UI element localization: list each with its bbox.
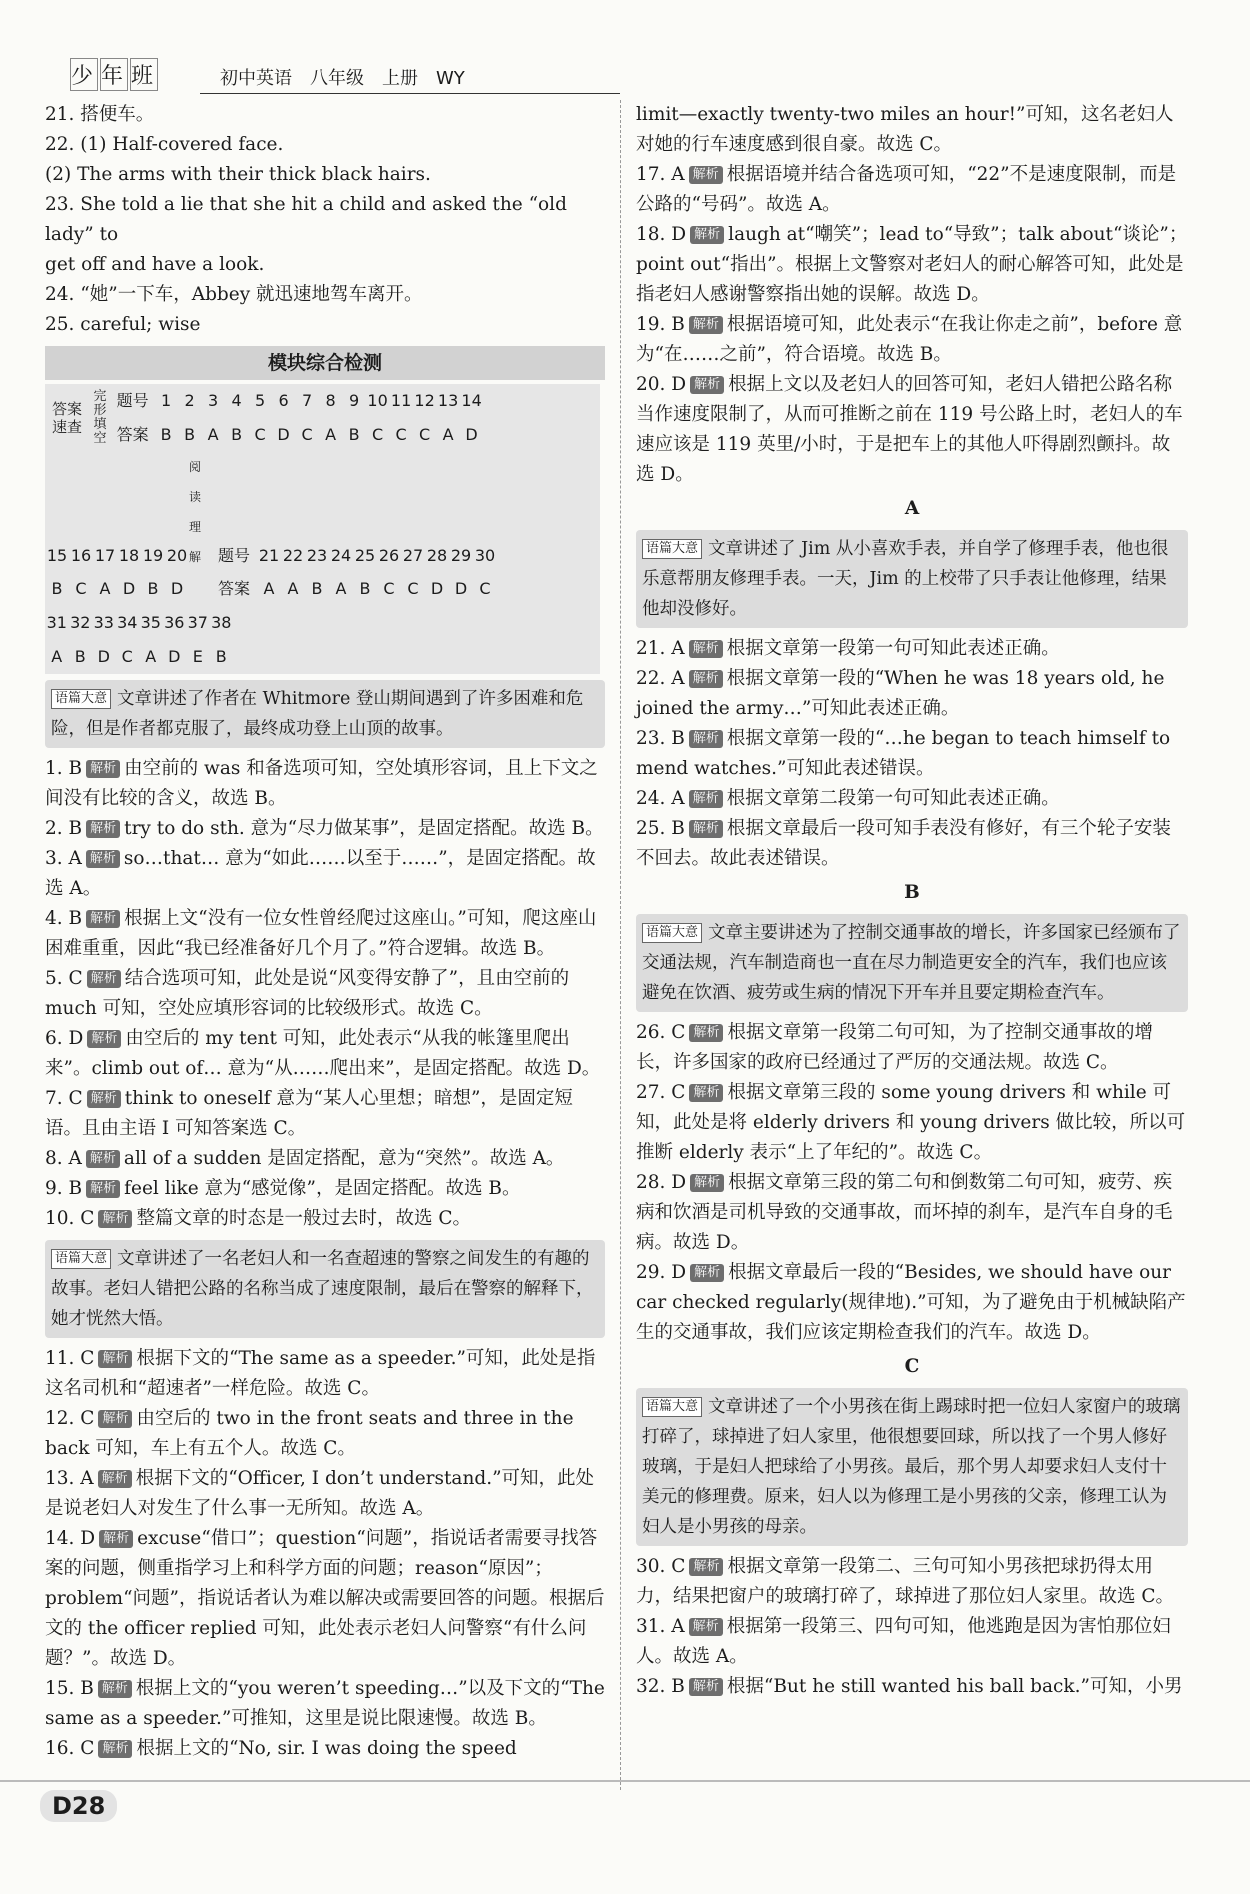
section-c-heading: C (904, 1356, 920, 1377)
brand-logo (70, 58, 160, 91)
table-cell: C (407, 579, 419, 598)
table-cell: 1 (161, 391, 172, 410)
summary-text: 文章讲述了一个小男孩在街上踢球时把一位妇人家窗户的玻璃打碎了，球掉进了妇人家里，他很想要回球，所以找了一个男人修好玻璃，于是妇人把球给了小男孩。最后，那个男人却要求妇人支付十美元的修理费。原来，妇人以为修理工是小男孩的父亲，修理工认为妇人是小男孩的母亲。 (642, 1397, 1181, 1537)
analysis-tag: 解析 (86, 910, 120, 928)
explanation-item (636, 664, 1188, 724)
table-label: 题号 (217, 546, 250, 565)
item-number: 29. D (636, 1262, 687, 1283)
analysis-tag: 解析 (689, 730, 723, 748)
explanation-item (636, 634, 1188, 664)
answers-21-25 (45, 100, 605, 340)
item-text: 由空前的 was 和备选项可知，空处填形容词，且上下文之间没有比较的含义，故选 B。 (45, 758, 598, 809)
table-cell: D (454, 579, 468, 598)
table-cell: B (231, 425, 243, 444)
item-text: 根据文章第一段的“When he was 18 years old, he joined the army…”可知此表述正确。 (636, 668, 1165, 719)
table-cell: E (192, 647, 203, 666)
explanation-item (45, 1524, 605, 1674)
item-text: 根据文章第三段的 some young drivers 和 while 可知，此处是将 elderly drivers 和 young drivers 做比较，所以可推断 elderly 表示“上了年纪的”。故选 C。 (636, 1082, 1186, 1163)
analysis-tag: 解析 (689, 1084, 723, 1102)
answer-table (45, 384, 600, 674)
answer-line: 23. She told a lie that she hit a child and asked the “old lady” to (45, 194, 567, 245)
table-cell: C (301, 425, 313, 444)
analysis-tag: 解析 (689, 1024, 723, 1042)
explanation-item (636, 310, 1188, 370)
item-text: 根据文章最后一段的“Besides, we should have our car checked regularly(规律地).”可知，为了避免由于机械缺陷产生的交通事故，我们应该定期检查我们的汽车。故选 D。 (636, 1262, 1186, 1343)
page-header (30, 56, 1220, 96)
analysis-tag: 解析 (86, 760, 120, 778)
explanation-item (45, 964, 605, 1024)
explanation-item (45, 1344, 605, 1404)
table-label: 题号 (116, 391, 149, 410)
item-number: 3. A (45, 848, 82, 869)
explanation-item (45, 1144, 605, 1174)
table-cell: 7 (302, 391, 313, 410)
explanation-item (45, 844, 605, 904)
explanation-item (636, 1552, 1188, 1612)
item-number: 5. C (45, 968, 83, 989)
passage-summary (636, 1388, 1188, 1546)
analysis-tag: 解析 (99, 1530, 133, 1548)
table-cell: 38 (211, 613, 232, 632)
item-number: 28. D (636, 1172, 687, 1193)
table-cell: A (442, 425, 454, 444)
table-cell: B (74, 647, 86, 666)
table-cell: D (97, 647, 110, 666)
analysis-tag: 解析 (689, 1618, 723, 1636)
analysis-tag: 解析 (87, 1030, 121, 1048)
table-cell: C (395, 425, 407, 444)
table-cell: 29 (450, 546, 472, 565)
analysis-tag: 解析 (689, 1558, 723, 1576)
item-text: 根据文章第三段的第二句和倒数第二句可知，疲劳、疾病和饮酒是司机导致的交通事故，而坏掉的刹车，是汽车自身的毛病。故选 D。 (636, 1172, 1173, 1253)
item-text: 根据上文的“No, sir. I was doing the speed (136, 1738, 517, 1759)
passage-summary (636, 530, 1188, 628)
item-number: 20. D (636, 374, 687, 395)
analysis-tag: 解析 (98, 1740, 132, 1758)
item-number: 8. A (45, 1148, 82, 1169)
passage-summary (45, 680, 605, 748)
item-text: 结合选项可知，此处是说“风变得安静了”，且由空前的 much 可知，空处应填形容词的比较级形式。故选 C。 (45, 968, 570, 1019)
item-number: 24. A (636, 788, 685, 809)
summary-text: 文章讲述了作者在 Whitmore 登山期间遇到了许多困难和危险，但是作者都克服了，最终成功登上山顶的故事。 (51, 689, 584, 739)
analysis-tag: 解析 (87, 970, 121, 988)
explanation-item (636, 1078, 1188, 1168)
summary-text: 文章主要讲述为了控制交通事故的增长，许多国家已经颁布了交通法规，汽车制造商也一直在尽力制造更安全的汽车，我们也应该避免在饮酒、疲劳或生病的情况下开车并且要定期检查汽车。 (642, 923, 1181, 1003)
table-cell: C (121, 647, 133, 666)
table-cell: 34 (117, 613, 138, 632)
table-cell: 3 (208, 391, 219, 410)
explanations-30-32 (636, 1552, 1188, 1702)
explanation-item (636, 1612, 1188, 1672)
analysis-tag: 解析 (689, 316, 723, 334)
item-number: 21. A (636, 638, 685, 659)
item-text: 根据下文的“Officer, I don’t understand.”可知，此处是说老妇人对发生了什么事一无所知。故选 A。 (45, 1468, 595, 1519)
item-text: 根据文章第一段的“…he began to teach himself to mend watches.”可知此表述错误。 (636, 728, 1171, 779)
row-answers (45, 640, 600, 674)
table-cell: 35 (140, 613, 161, 632)
analysis-tag: 解析 (689, 670, 723, 688)
table-cell: 6 (278, 391, 289, 410)
page-number: D28 (40, 1790, 117, 1822)
logo-char: 年 (100, 58, 128, 91)
continued-text: limit—exactly twenty-two miles an hour!”可知，这名老妇人对她的行车速度感到很自豪。故选 C。 (636, 104, 1174, 155)
table-cell: D (430, 579, 444, 598)
table-cell: 37 (187, 613, 208, 632)
explanation-item (636, 1672, 1188, 1702)
table-cell: C (75, 579, 87, 598)
table-label: 答案速查 (51, 400, 82, 436)
summary-text: 文章讲述了 Jim 从小喜欢手表，并自学了修理手表，他也很乐意帮朋友修理手表。一天，Jim 的上校带了只手表让他修理，结果他却没修好。 (642, 539, 1169, 619)
explanation-item (45, 1674, 605, 1734)
item-text: 根据上文“没有一位女性曾经爬过这座山。”可知，爬这座山困难重重，因此“我已经准备好几个月了。”符合逻辑。故选 B。 (45, 908, 597, 959)
table-cell: 25 (354, 546, 376, 565)
item-number: 17. A (636, 164, 685, 185)
table-cell: 5 (255, 391, 266, 410)
item-number: 18. D (636, 224, 687, 245)
table-cell: 19 (142, 546, 164, 565)
analysis-tag: 解析 (98, 1210, 132, 1228)
table-cell: 13 (437, 391, 459, 410)
item-text: all of a sudden 是固定搭配，意为“突然”。故选 A。 (123, 1148, 565, 1169)
item-text: 根据下文的“The same as a speeder.”可知，此处是指这名司机和“超速者”一样危险。故选 C。 (45, 1348, 596, 1399)
analysis-tag: 解析 (86, 1180, 120, 1198)
explanation-item (45, 904, 605, 964)
item-number: 6. D (45, 1028, 84, 1049)
table-cell: 12 (414, 391, 435, 410)
item-text: try to do sth. 意为“尽力做某事”，是固定搭配。故选 B。 (124, 818, 604, 839)
summary-tag: 语篇大意 (642, 539, 702, 559)
table-cell: 2 (184, 391, 195, 410)
explanation-item (45, 1024, 605, 1084)
item-number: 22. A (636, 668, 685, 689)
table-label: 阅读理解 (189, 460, 202, 564)
explanations-11-16 (45, 1344, 605, 1764)
table-cell: C (479, 579, 491, 598)
answer-line: 24. “她”一下车，Abbey 就迅速地驾车离开。 (45, 284, 423, 305)
item-number: 1. B (45, 758, 83, 779)
item-number: 11. C (45, 1348, 95, 1369)
table-cell: 4 (231, 391, 242, 410)
explanations-1-10 (45, 754, 605, 1234)
table-cell: B (160, 425, 172, 444)
footer-rule (0, 1780, 1250, 1782)
table-cell: 30 (474, 546, 496, 565)
table-cell: B (51, 579, 63, 598)
explanation-item (45, 1204, 605, 1234)
item-number: 12. C (45, 1408, 95, 1429)
analysis-tag: 解析 (86, 1150, 120, 1168)
row-numbers (154, 384, 600, 418)
column-divider (620, 100, 621, 1790)
item-number: 13. A (45, 1468, 94, 1489)
table-cell: D (168, 647, 181, 666)
analysis-tag: 解析 (690, 1174, 724, 1192)
item-number: 26. C (636, 1022, 686, 1043)
explanation-item (636, 1258, 1188, 1348)
explanation-item (636, 724, 1188, 784)
item-text: 根据文章第一段第二句可知，为了控制交通事故的增长，许多国家的政府已经通过了严厉的交通法规。故选 C。 (636, 1022, 1153, 1073)
table-cell: 16 (70, 546, 92, 565)
item-number: 14. D (45, 1528, 96, 1549)
table-cell: 32 (70, 613, 91, 632)
analysis-tag: 解析 (98, 1350, 132, 1368)
explanation-item (45, 1734, 605, 1764)
item-text: 根据“But he still wanted his ball back.”可知，小男 (726, 1676, 1183, 1697)
item-text: 由空后的 two in the front seats and three in the back 可知，车上有五个人。故选 C。 (45, 1408, 574, 1459)
explanations-26-29 (636, 1018, 1188, 1348)
table-cell: A (51, 647, 63, 666)
table-cell: A (99, 579, 111, 598)
table-cell: C (419, 425, 431, 444)
table-cell: A (207, 425, 219, 444)
answer-line: get off and have a look. (45, 254, 265, 275)
analysis-tag: 解析 (689, 166, 723, 184)
table-cell: B (311, 579, 323, 598)
table-label: 完形填空 (93, 389, 107, 446)
answer-line: (2) The arms with their thick black hairs. (45, 164, 431, 185)
analysis-tag: 解析 (689, 640, 723, 658)
table-cell: 14 (461, 391, 482, 410)
table-cell: 20 (166, 546, 188, 565)
table-cell: B (147, 579, 159, 598)
summary-tag: 语篇大意 (51, 689, 111, 709)
item-number: 31. A (636, 1616, 685, 1637)
summary-tag: 语篇大意 (642, 1397, 702, 1417)
answer-line: 21. 搭便车。 (45, 104, 155, 125)
table-cell: D (122, 579, 136, 598)
row-numbers (45, 606, 600, 640)
item-number: 7. C (45, 1088, 83, 1109)
explanation-item (45, 1464, 605, 1524)
item-number: 4. B (45, 908, 83, 929)
item-text: 整篇文章的时态是一般过去时，故选 C。 (136, 1208, 472, 1229)
summary-text: 文章讲述了一名老妇人和一名查超速的警察之间发生的有趣的故事。老妇人错把公路的名称当成了速度限制，最后在警察的解释下，她才恍然大悟。 (51, 1249, 594, 1329)
table-cell: A (145, 647, 157, 666)
answer-line: 22. (1) Half-covered face. (45, 134, 284, 155)
explanation-item (636, 1168, 1188, 1258)
logo-char: 班 (130, 58, 158, 91)
item-text: 根据语境可知，此处表示“在我让你走之前”，before 意为“在……之前”，符合语境。故选 B。 (636, 314, 1183, 365)
item-text: so…that… 意为“如此……以至于……”，是固定搭配。故选 A。 (45, 848, 596, 899)
exam-title: 模块综合检测 (45, 346, 605, 380)
analysis-tag: 解析 (98, 1410, 132, 1428)
table-cell: A (263, 579, 275, 598)
analysis-tag: 解析 (98, 1680, 132, 1698)
explanation-item (45, 1174, 605, 1204)
item-number: 23. B (636, 728, 685, 749)
explanation-item (636, 1018, 1188, 1078)
table-cell: C (372, 425, 384, 444)
analysis-tag: 解析 (689, 1678, 723, 1696)
table-cell: 10 (367, 391, 388, 410)
table-cell: 31 (46, 613, 67, 632)
explanation-item (45, 754, 605, 814)
analysis-tag: 解析 (689, 790, 723, 808)
analysis-tag: 解析 (690, 1264, 724, 1282)
table-cell: B (184, 425, 196, 444)
table-label: 答案 (116, 425, 149, 444)
item-number: 2. B (45, 818, 83, 839)
explanation-item (45, 1084, 605, 1144)
analysis-tag: 解析 (689, 820, 723, 838)
table-cell: 11 (390, 391, 412, 410)
item-number: 30. C (636, 1556, 686, 1577)
table-cell: 9 (349, 391, 360, 410)
table-cell: 21 (258, 546, 280, 565)
table-cell: C (254, 425, 266, 444)
answer-line: 25. careful; wise (45, 314, 201, 335)
table-cell: 26 (378, 546, 400, 565)
table-cell: 28 (426, 546, 448, 565)
explanation-item (636, 220, 1188, 310)
table-cell: A (335, 579, 347, 598)
explanations-21-25 (636, 634, 1188, 874)
passage-summary (636, 914, 1188, 1012)
table-cell: D (170, 579, 184, 598)
table-cell: 8 (325, 391, 336, 410)
item-number: 19. B (636, 314, 685, 335)
table-cell: 33 (93, 613, 114, 632)
table-label: 答案 (217, 579, 250, 598)
item-text: excuse“借口”；question“问题”，指说话者需要寻找答案的问题，侧重指学习上和科学方面的问题；reason“原因”；problem“问题”，指说话者认为难以解决或需要回答的问题。根据后文的 the officer replied 可知，此处表示老妇人问警察“有什么问题？”。故选 D。 (45, 1528, 605, 1669)
explanations-17-20 (636, 160, 1188, 490)
header-rule (200, 93, 620, 94)
item-text: 根据第一段第三、四句可知，他逃跑是因为害怕那位妇人。故选 A。 (636, 1616, 1171, 1667)
row-answers (45, 572, 600, 606)
table-cell: D (465, 425, 478, 444)
item-text: laugh at“嘲笑”；lead to“导致”；talk about“谈论”；point out“指出”。根据上文警察对老妇人的耐心解答可知，此处是指老妇人感谢警察指出她的误解。故选 D。 (636, 224, 1188, 305)
summary-tag: 语篇大意 (642, 923, 702, 943)
explanation-item (636, 784, 1188, 814)
summary-tag: 语篇大意 (51, 1249, 111, 1269)
item-number: 16. C (45, 1738, 95, 1759)
row-numbers (45, 452, 600, 572)
item-text: think to oneself 意为“某人心里想；暗想”，是固定短语。且由主语 I 可知答案选 C。 (45, 1088, 573, 1139)
item-text: 根据文章最后一段可知手表没有修好，有三个轮子安装不回去。故此表述错误。 (636, 818, 1171, 869)
explanation-item (636, 814, 1188, 874)
explanation-item (45, 1404, 605, 1464)
explanation-item (45, 814, 605, 844)
item-text: 根据上文的“you weren’t speeding…”以及下文的“The same as a speeder.”可推知，这里是说比限速慢。故选 B。 (45, 1678, 605, 1729)
item-text: 由空后的 my tent 可知，此处表示“从我的帐篷里爬出来”。climb out of… 意为“从……爬出来”，是固定搭配。故选 D。 (45, 1028, 601, 1079)
table-cell: B (359, 579, 371, 598)
table-cell: 23 (306, 546, 328, 565)
item-text: 根据文章第一段第一句可知此表述正确。 (726, 638, 1060, 659)
table-cell: 22 (282, 546, 304, 565)
explanation-item (636, 160, 1188, 220)
row-answers (154, 418, 600, 452)
analysis-tag: 解析 (86, 850, 120, 868)
item-number: 27. C (636, 1082, 686, 1103)
analysis-tag: 解析 (690, 376, 724, 394)
table-cell: 24 (330, 546, 352, 565)
item-number: 9. B (45, 1178, 83, 1199)
table-cell: A (287, 579, 299, 598)
item-number: 10. C (45, 1208, 95, 1229)
analysis-tag: 解析 (98, 1470, 132, 1488)
item-text: 根据文章第二段第一句可知此表述正确。 (726, 788, 1060, 809)
item-number: 15. B (45, 1678, 94, 1699)
logo-char: 少 (70, 58, 98, 91)
table-cell: C (383, 579, 395, 598)
item-text: 根据上文以及老妇人的回答可知，老妇人错把公路名称当作速度限制了，从而可推断之前在 119 号公路上时，老妇人的车速应该是 119 英里/小时，于是把车上的其他人吓得剧烈颤抖。故选 D。 (636, 374, 1183, 485)
left-column (45, 100, 605, 1764)
table-cell: A (325, 425, 337, 444)
section-b-heading: B (904, 882, 920, 903)
table-cell: 36 (164, 613, 185, 632)
explanation-item (636, 370, 1188, 490)
table-cell: B (348, 425, 360, 444)
table-cell: D (277, 425, 290, 444)
item-text: feel like 意为“感觉像”，是固定搭配。故选 B。 (124, 1178, 521, 1199)
table-cell: 18 (118, 546, 140, 565)
item-number: 25. B (636, 818, 685, 839)
analysis-tag: 解析 (86, 820, 120, 838)
table-cell: 15 (46, 546, 68, 565)
item-number: 32. B (636, 1676, 685, 1697)
item-text: 根据文章第一段第二、三句可知小男孩把球扔得太用力，结果把窗户的玻璃打碎了，球掉进了那位妇人家里。故选 C。 (636, 1556, 1175, 1607)
table-cell: 27 (402, 546, 424, 565)
passage-summary (45, 1240, 605, 1338)
analysis-tag: 解析 (690, 226, 724, 244)
table-cell: 17 (94, 546, 116, 565)
analysis-tag: 解析 (87, 1090, 121, 1108)
item-text: 根据语境并结合备选项可知，“22”不是速度限制，而是公路的“号码”。故选 A。 (636, 164, 1177, 215)
book-title: 初中英语 八年级 上册 WY (220, 68, 465, 89)
section-a-heading: A (904, 498, 920, 519)
table-cell: B (215, 647, 227, 666)
right-column (636, 100, 1188, 1702)
